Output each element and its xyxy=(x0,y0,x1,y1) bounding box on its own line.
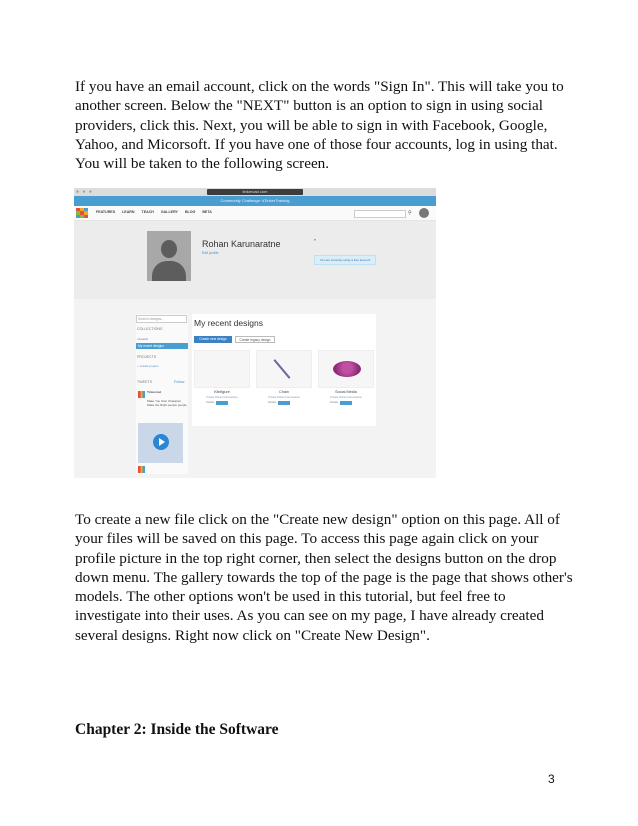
tweet-avatar xyxy=(138,466,145,473)
tweet-video xyxy=(138,423,183,463)
design-name: Klinfigure xyxy=(214,390,230,394)
design-details: Details xyxy=(268,401,276,404)
dashboard-main xyxy=(74,299,436,478)
announcement-banner: Community Challenge: #TinkerTraining xyxy=(74,196,436,206)
design-edit-button xyxy=(216,401,228,405)
tinkercad-logo xyxy=(76,208,88,218)
design-meta: Private Rohan Karunaratne xyxy=(268,396,300,399)
design-card xyxy=(194,350,250,422)
instructions-paragraph: To create a new file click on the "Create new design" option on this page. All of your files will be saved on this page. To access this page again click on your profile picture in the top right corner, then select the designs button on the drop down menu. The gallery towards the top of the page is the page that shows other's models. The other options won't be used in this tutorial, but feel free to investigate into their uses. As you can see on my page, I have already created several designs. Right now click on "Create New Design". xyxy=(75,511,573,644)
design-thumbnail xyxy=(318,350,374,388)
page-number: 3 xyxy=(548,772,555,786)
design-card xyxy=(256,350,312,422)
account-notice: You are currently using a free account xyxy=(314,255,376,265)
tweet-author: Tinkercad xyxy=(147,390,162,394)
design-edit-button xyxy=(340,401,352,405)
browser-chrome xyxy=(74,188,436,196)
recent-designs-panel xyxy=(192,314,376,426)
play-icon xyxy=(153,434,169,450)
nav-learn: LEARN xyxy=(122,210,135,214)
design-details: Details xyxy=(330,401,338,404)
design-meta: Private Rohan Karunaratne xyxy=(206,396,238,399)
design-details: Details xyxy=(206,401,214,404)
design-meta: Private Rohan Karunaratne xyxy=(330,396,362,399)
account-select: ▾ xyxy=(314,238,316,242)
nav-items xyxy=(96,210,219,214)
logo-cell xyxy=(84,215,88,218)
chapter-heading: Chapter 2: Inside the Software xyxy=(75,721,279,738)
create-project-link: + Create project xyxy=(137,364,159,368)
chain-shape xyxy=(274,359,291,379)
intro-paragraph: If you have an email account, click on the words "Sign In". This will take you to another screen. Below the "NEXT" button is an option to sign in using social providers, click this. Next, you will be able to sign in with Facebook, Google, Yahoo, and Micorsoft. If you have one of those four accounts, log in using that. You will be taken to the following screen. xyxy=(75,78,564,173)
social-media-shape xyxy=(333,361,361,377)
design-name: Social Media xyxy=(335,390,357,394)
design-card xyxy=(318,350,374,422)
nav-avatar xyxy=(419,208,429,218)
design-thumbnail xyxy=(194,350,250,388)
nav-features: FEATURES xyxy=(96,210,116,214)
collections-heading: COLLECTIONS xyxy=(137,327,163,331)
follow-link: Follow xyxy=(174,380,185,384)
design-edit-button xyxy=(278,401,290,405)
tweets-heading: TWEETS xyxy=(137,380,152,384)
nav-beta: BETA xyxy=(202,210,212,214)
dashboard-sidebar xyxy=(136,314,188,474)
site-search-input xyxy=(354,210,406,218)
create-new-design-button: Create new design xyxy=(194,336,232,343)
site-navbar xyxy=(74,206,436,221)
design-thumbnail xyxy=(256,350,312,388)
collection-item: Likeable xyxy=(137,337,149,341)
projects-heading: PROJECTS xyxy=(137,355,157,359)
window-controls: ● ● ● xyxy=(76,189,93,195)
sidebar-item-recent-designs: My recent designs xyxy=(136,343,188,349)
tweet-text: Make You Own Character Make the Right people people xyxy=(147,399,187,407)
profile-name: Rohan Karunaratne xyxy=(202,239,281,249)
search-icon: ⚲ xyxy=(408,210,412,216)
create-legacy-design-button: Create legacy design xyxy=(235,336,275,343)
recent-designs-title: My recent designs xyxy=(194,318,263,328)
nav-gallery: GALLERY xyxy=(160,210,178,214)
profile-header xyxy=(74,221,436,299)
tweet-avatar xyxy=(138,391,145,398)
nav-teach: TEACH xyxy=(141,210,154,214)
edit-profile-link: Edit profile xyxy=(202,251,219,255)
tinkercad-screenshot xyxy=(74,188,436,478)
design-search-input: Search designs... xyxy=(136,315,187,323)
url-bar: tinkercad.com xyxy=(207,189,303,195)
profile-avatar xyxy=(147,231,191,281)
nav-blog: BLOG xyxy=(184,210,196,214)
design-name: Chain xyxy=(279,390,289,394)
